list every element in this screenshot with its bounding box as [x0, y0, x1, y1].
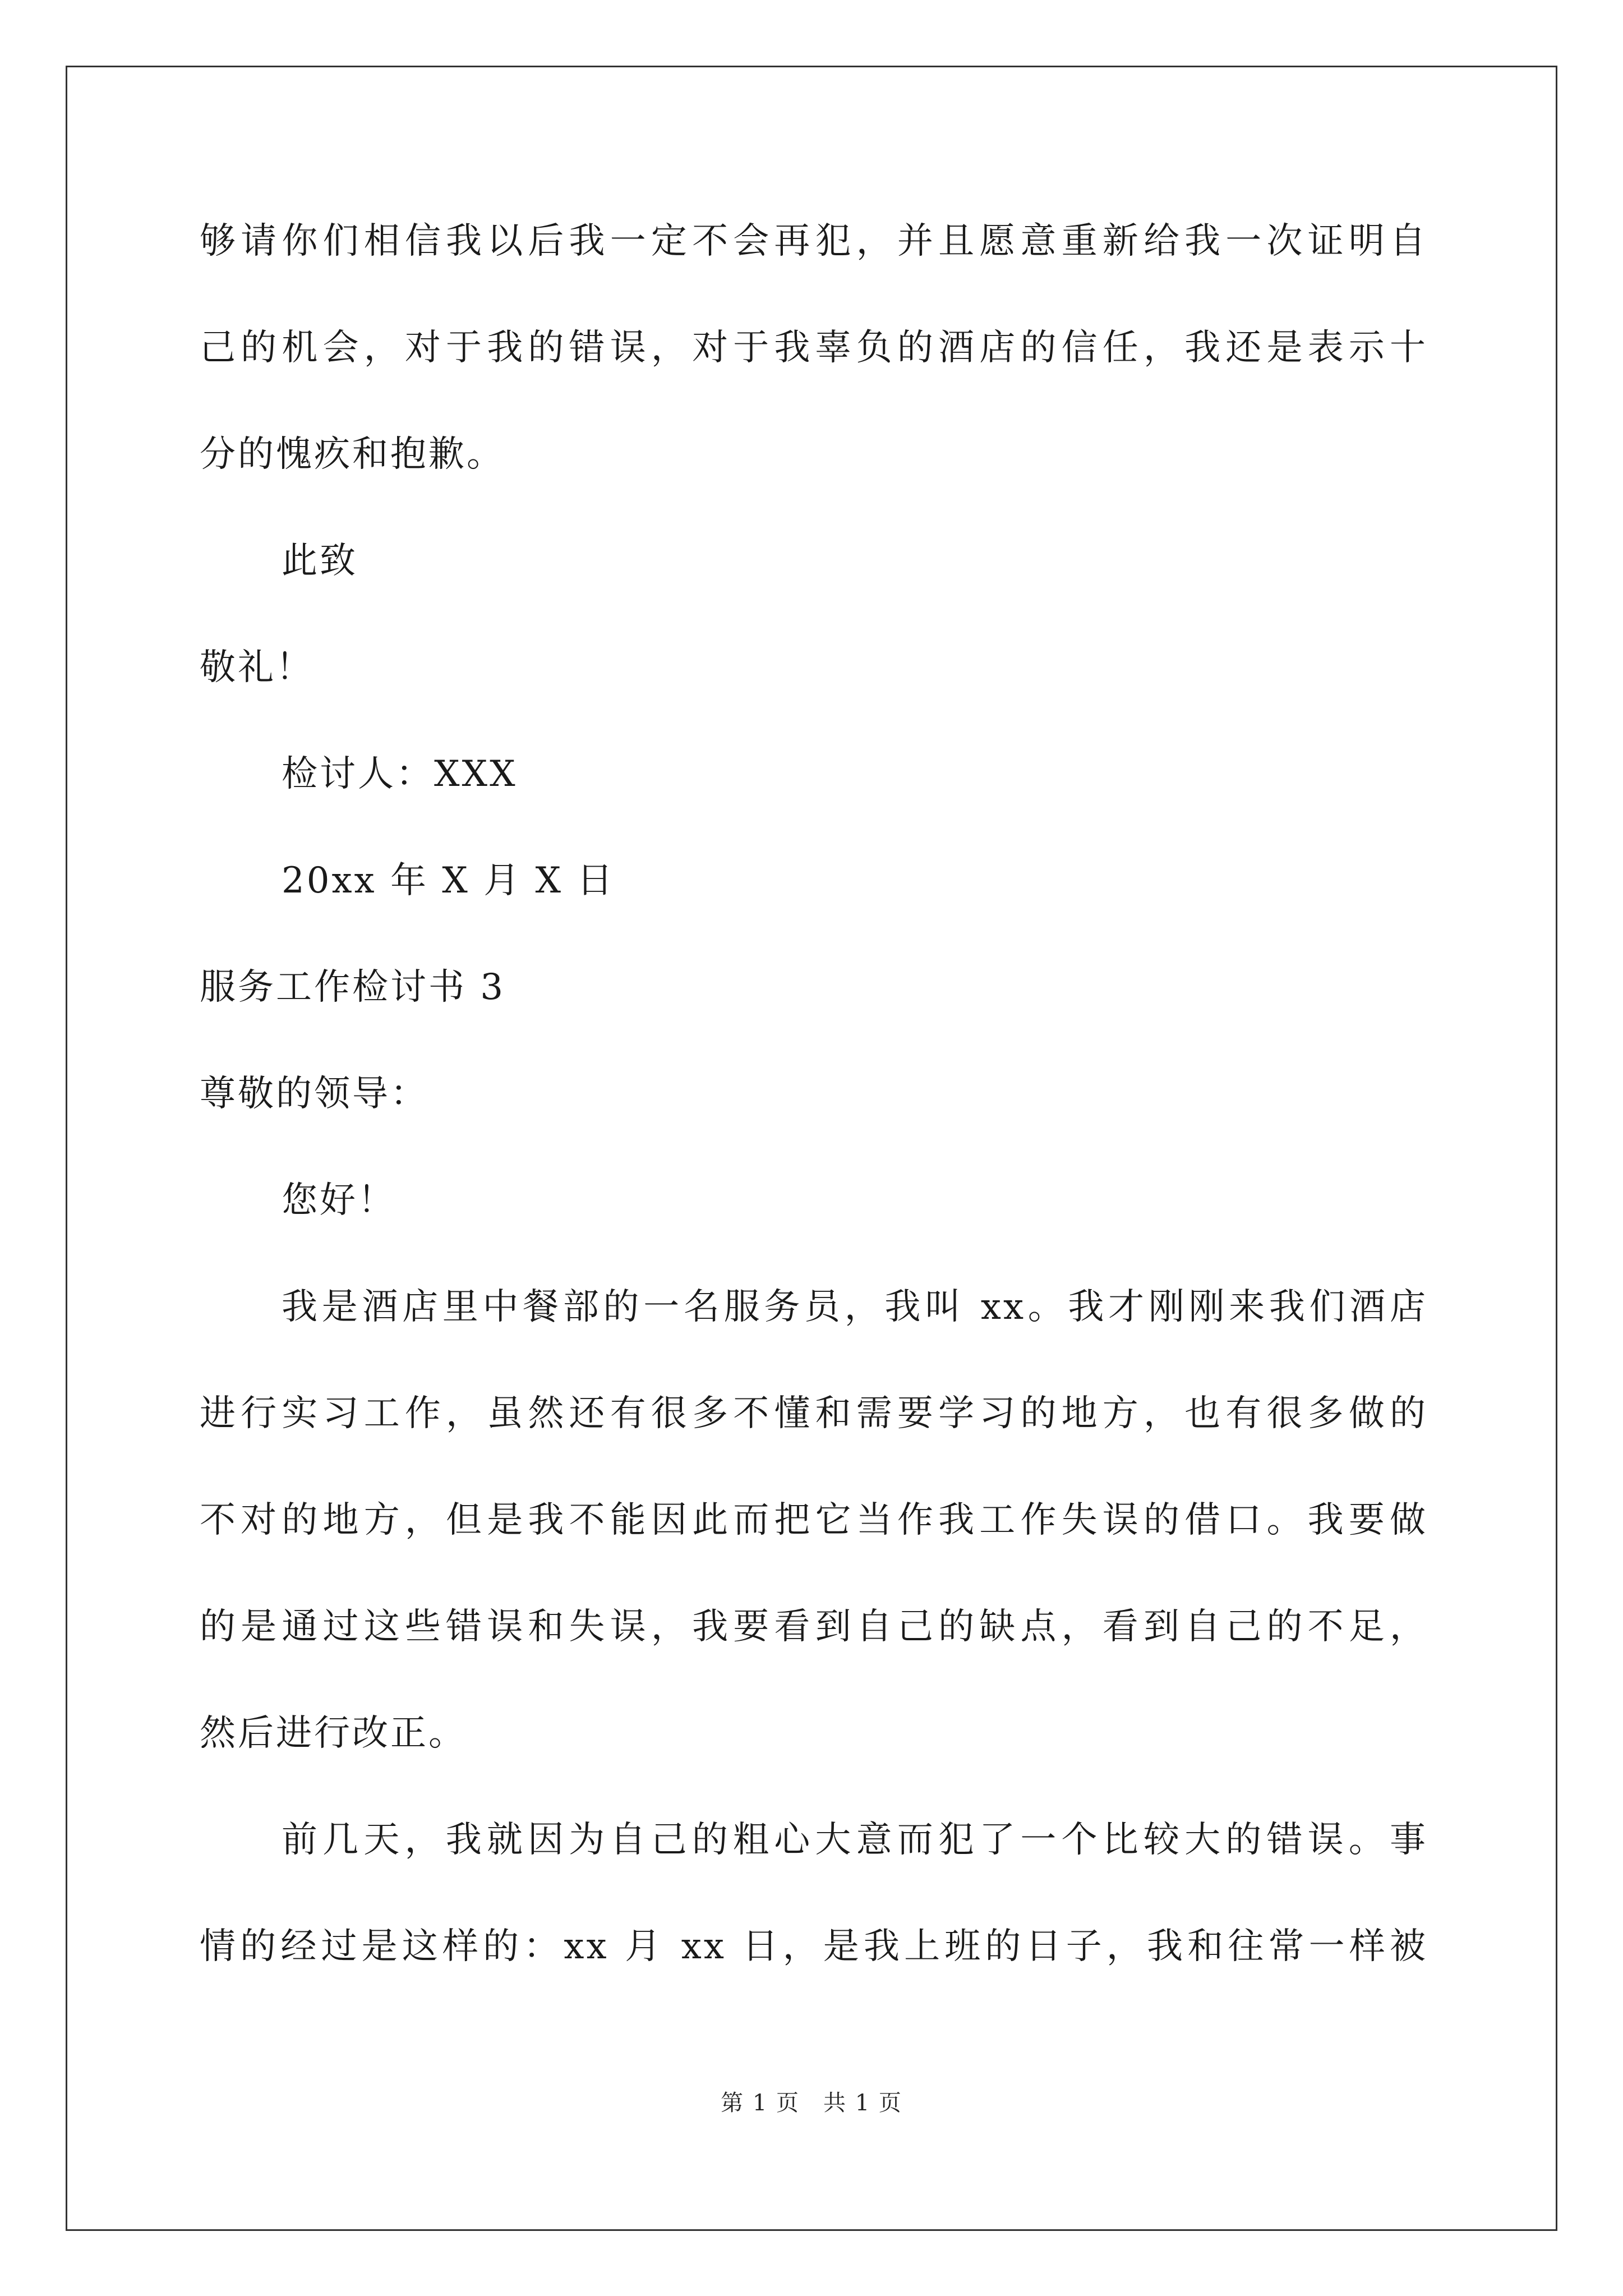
- section-title: 服务工作检讨书 3: [200, 967, 506, 1008]
- text-line: 我是酒店里中餐部的一名服务员，我叫 xx。我才刚刚来我们酒店: [282, 1286, 1428, 1328]
- text-line: 够请你们相信我以后我一定不会再犯，并且愿意重新给我一次证明自: [200, 220, 1428, 262]
- text-line: 的是通过这些错误和失误，我要看到自己的缺点，看到自己的不足，: [200, 1606, 1428, 1648]
- page-footer: 第 1 页 共 1 页: [721, 2090, 902, 2116]
- text-line: 己的机会，对于我的错误，对于我辜负的酒店的信任，我还是表示十: [200, 327, 1428, 369]
- text-line: 分的愧疚和抱歉。: [200, 434, 505, 475]
- text-line: 情的经过是这样的：xx 月 xx 日，是我上班的日子，我和往常一样被: [200, 1926, 1428, 1967]
- text-line: 然后进行改正。: [200, 1713, 467, 1754]
- signatory: 检讨人：XXX: [282, 753, 518, 795]
- text-line: 进行实习工作，虽然还有很多不懂和需要学习的地方，也有很多做的: [200, 1393, 1428, 1434]
- text-line: 不对的地方，但是我不能因此而把它当作我工作失误的借口。我要做: [200, 1499, 1428, 1541]
- greeting: 您好！: [282, 1180, 396, 1221]
- closing-salutation: 此致: [282, 540, 358, 582]
- closing-respect: 敬礼！: [200, 647, 314, 688]
- text-line: 前几天，我就因为自己的粗心大意而犯了一个比较大的错误。事: [282, 1819, 1428, 1861]
- page-border: [66, 66, 1557, 2231]
- greeting-recipient: 尊敬的领导：: [200, 1073, 428, 1115]
- date-line: 20xx 年 X 月 X 日: [282, 860, 615, 901]
